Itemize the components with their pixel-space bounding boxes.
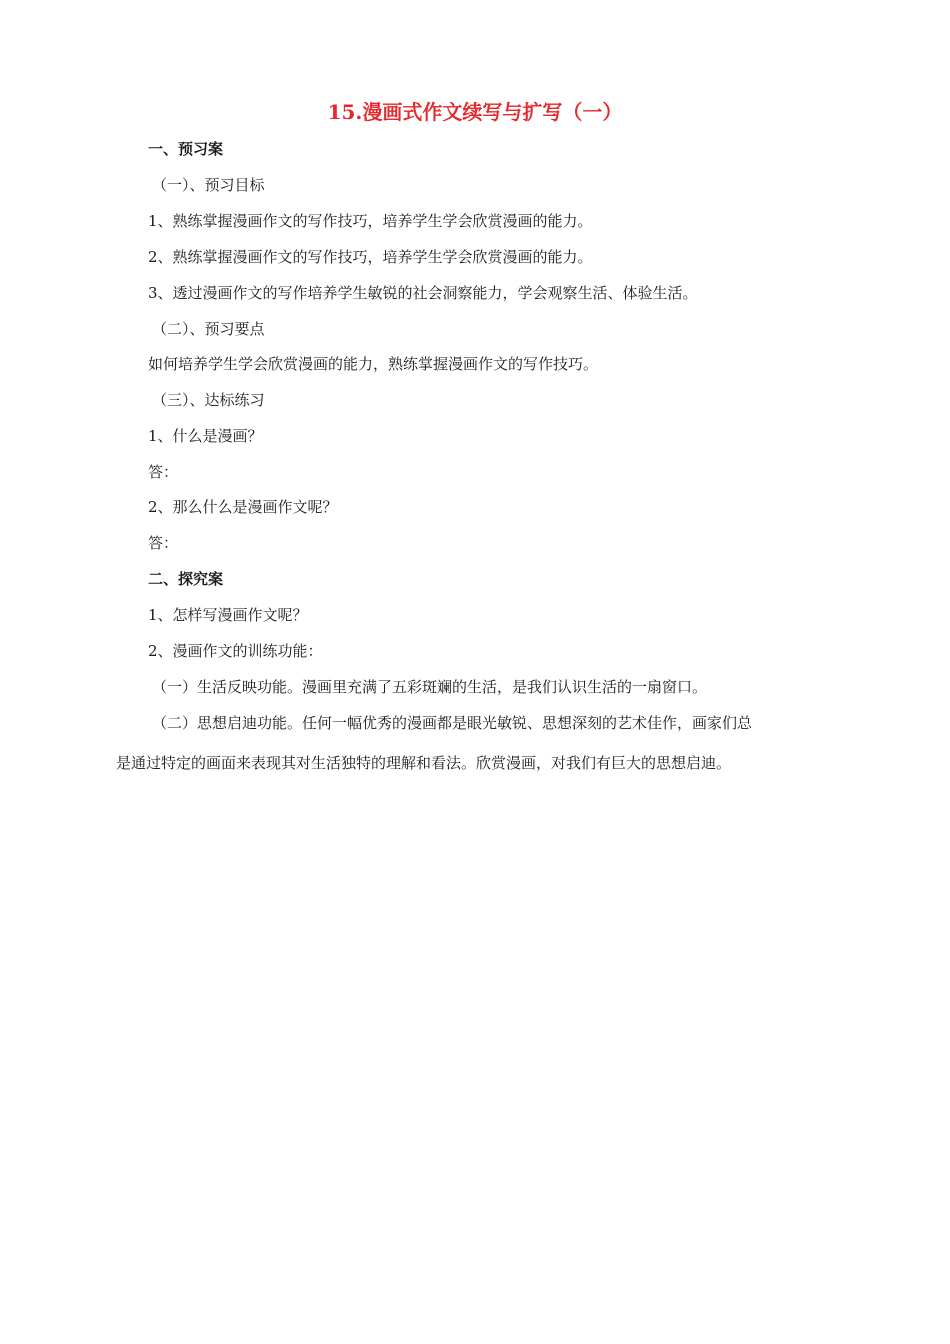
key-points-text: 如何培养学生学会欣赏漫画的能力，熟练掌握漫画作文的写作技巧。	[148, 355, 599, 373]
function-paragraph-2-line-2: 是通过特定的画面来表现其对生活独特的理解和看法。欣赏漫画，对我们有巨大的思想启迪。	[116, 754, 732, 772]
practice-question-1: 1、什么是漫画？	[148, 427, 263, 445]
section-heading-explore: 二、探究案	[148, 570, 224, 588]
subheading-key-points: （二）、预习要点	[152, 320, 265, 338]
goal-item-1: 1、熟练掌握漫画作文的写作技巧，培养学生学会欣赏漫画的能力。	[148, 212, 593, 230]
subheading-goals: （一）、预习目标	[152, 176, 265, 194]
function-paragraph-1: （一）生活反映功能。漫画里充满了五彩斑斓的生活，是我们认识生活的一扇窗口。	[152, 678, 708, 696]
goal-item-3: 3、透过漫画作文的写作培养学生敏锐的社会洞察能力，学会观察生活、体验生活。	[148, 284, 698, 302]
explore-question-1: 1、怎样写漫画作文呢？	[148, 606, 308, 624]
practice-answer-1: 答：	[148, 463, 179, 481]
subheading-practice: （三）、达标练习	[152, 391, 265, 409]
goal-item-2: 2、熟练掌握漫画作文的写作技巧，培养学生学会欣赏漫画的能力。	[148, 248, 593, 266]
practice-question-2: 2、那么什么是漫画作文呢？	[148, 498, 338, 516]
practice-answer-2: 答：	[148, 534, 179, 552]
explore-question-2: 2、漫画作文的训练功能：	[148, 642, 323, 660]
function-paragraph-2-line-1: （二）思想启迪功能。任何一幅优秀的漫画都是眼光敏锐、思想深刻的艺术佳作，画家们总	[152, 714, 753, 732]
section-heading-preview: 一、预习案	[148, 140, 224, 158]
document-title: 15.漫画式作文续写与扩写（一）	[327, 100, 623, 124]
